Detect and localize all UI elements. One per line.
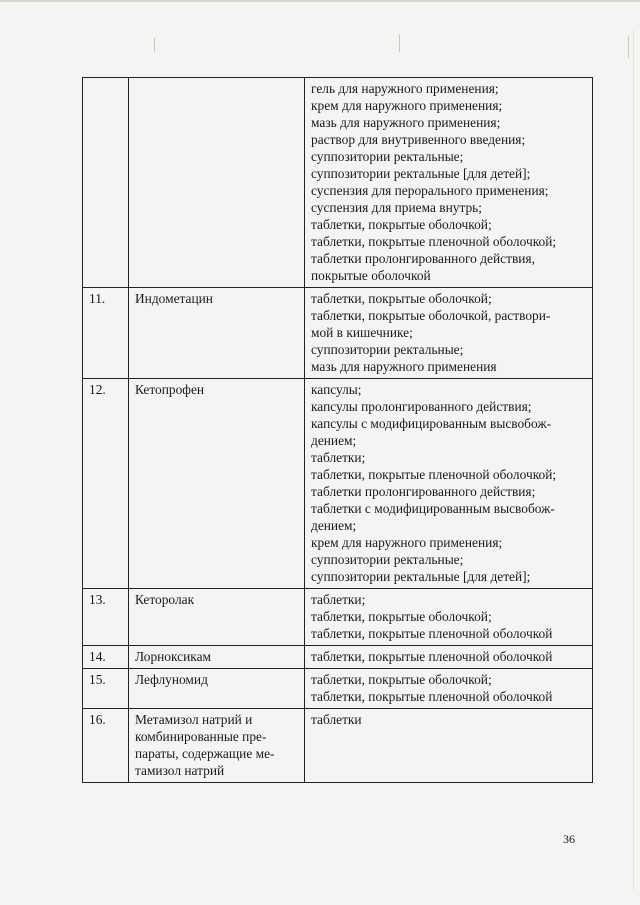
dosage-form-line: крем для наружного применения; bbox=[311, 98, 503, 113]
table-body bbox=[83, 78, 593, 783]
dosage-form-line: суппозитории ректальные [для детей]; bbox=[311, 569, 531, 584]
scan-mark bbox=[399, 34, 400, 52]
page-number: 36 bbox=[563, 832, 575, 846]
dosage-form-line: таблетки, покрытые пленочной оболочкой bbox=[311, 626, 553, 641]
dosage-form-line: таблетки; bbox=[311, 592, 366, 607]
dosage-form-line: таблетки, покрытые оболочкой, раствори- bbox=[311, 308, 551, 323]
dosage-form-line: таблетки, покрытые оболочкой; bbox=[311, 291, 492, 306]
dosage-form-line: мазь для наружного применения; bbox=[311, 115, 501, 130]
drug-name-cell bbox=[129, 379, 305, 589]
dosage-forms-cell bbox=[305, 709, 593, 783]
dosage-form-line: раствор для внутривенного введения; bbox=[311, 132, 526, 147]
dosage-form-line: мой в кишечнике; bbox=[311, 325, 413, 340]
row-number: 12. bbox=[83, 379, 129, 589]
dosage-form-line: суппозитории ректальные; bbox=[311, 552, 464, 567]
dosage-form-line: таблетки bbox=[311, 712, 362, 727]
table-row bbox=[83, 78, 593, 288]
drug-name-line: Лефлуномид bbox=[135, 672, 208, 687]
drug-name-line: Кеторолак bbox=[135, 592, 195, 607]
dosage-forms-cell bbox=[305, 589, 593, 646]
dosage-form-line: суппозитории ректальные; bbox=[311, 149, 464, 164]
drug-name-cell bbox=[129, 288, 305, 379]
scan-border-top bbox=[0, 0, 640, 2]
dosage-form-line: дением; bbox=[311, 433, 357, 448]
drug-forms-table bbox=[82, 77, 593, 783]
dosage-form-line: суппозитории ректальные; bbox=[311, 342, 464, 357]
drug-name-cell bbox=[129, 709, 305, 783]
table-row bbox=[83, 669, 593, 709]
drug-name-line: Лорноксикам bbox=[135, 649, 212, 664]
drug-name-line: комбинированные пре- bbox=[135, 729, 267, 744]
table-row bbox=[83, 288, 593, 379]
dosage-forms-cell bbox=[305, 646, 593, 669]
drug-name-cell bbox=[129, 78, 305, 288]
drug-name-line: тамизол натрий bbox=[135, 763, 225, 778]
dosage-form-line: суспензия для приема внутрь; bbox=[311, 200, 483, 215]
table-row bbox=[83, 589, 593, 646]
drug-name-cell bbox=[129, 589, 305, 646]
drug-name-line: Индометацин bbox=[135, 291, 213, 306]
dosage-form-line: таблетки с модифицированным высвобож- bbox=[311, 501, 555, 516]
dosage-form-line: покрытые оболочкой bbox=[311, 268, 431, 283]
dosage-forms-cell bbox=[305, 288, 593, 379]
table-row bbox=[83, 709, 593, 783]
dosage-form-line: таблетки, покрытые оболочкой; bbox=[311, 217, 492, 232]
dosage-form-line: таблетки, покрытые оболочкой; bbox=[311, 609, 492, 624]
drug-name-line: Метамизол натрий и bbox=[135, 712, 253, 727]
dosage-form-line: дением; bbox=[311, 518, 357, 533]
dosage-form-line: крем для наружного применения; bbox=[311, 535, 503, 550]
drug-name-line: Кетопрофен bbox=[135, 382, 205, 397]
dosage-form-line: таблетки пролонгированного действия; bbox=[311, 484, 536, 499]
scan-mark bbox=[154, 38, 155, 52]
dosage-form-line: суппозитории ректальные [для детей]; bbox=[311, 166, 531, 181]
drug-name-cell bbox=[129, 646, 305, 669]
row-number: 14. bbox=[83, 646, 129, 669]
row-number: 13. bbox=[83, 589, 129, 646]
dosage-form-line: капсулы с модифицированным высвобож- bbox=[311, 416, 552, 431]
dosage-form-line: таблетки, покрытые оболочкой; bbox=[311, 672, 492, 687]
dosage-form-line: мазь для наружного применения bbox=[311, 359, 497, 374]
dosage-form-line: таблетки, покрытые пленочной оболочкой; bbox=[311, 234, 557, 249]
dosage-form-line: капсулы пролонгированного действия; bbox=[311, 399, 532, 414]
scan-mark bbox=[628, 36, 629, 58]
table-row bbox=[83, 379, 593, 589]
table-row bbox=[83, 646, 593, 669]
dosage-form-line: гель для наружного применения; bbox=[311, 81, 499, 96]
dosage-form-line: таблетки, покрытые пленочной оболочкой bbox=[311, 689, 553, 704]
dosage-form-line: таблетки, покрытые пленочной оболочкой bbox=[311, 649, 553, 664]
row-number: 15. bbox=[83, 669, 129, 709]
dosage-form-line: таблетки, покрытые пленочной оболочкой; bbox=[311, 467, 557, 482]
dosage-forms-cell bbox=[305, 78, 593, 288]
dosage-forms-cell bbox=[305, 379, 593, 589]
drug-name-line: параты, содержащие ме- bbox=[135, 746, 275, 761]
row-number: 16. bbox=[83, 709, 129, 783]
dosage-form-line: таблетки; bbox=[311, 450, 366, 465]
dosage-forms-cell bbox=[305, 669, 593, 709]
dosage-form-line: капсулы; bbox=[311, 382, 362, 397]
drug-name-cell bbox=[129, 669, 305, 709]
scan-border-right bbox=[633, 30, 634, 890]
row-number: 11. bbox=[83, 288, 129, 379]
dosage-form-line: таблетки пролонгированного действия, bbox=[311, 251, 535, 266]
row-number bbox=[83, 78, 129, 288]
dosage-form-line: суспензия для перорального применения; bbox=[311, 183, 549, 198]
